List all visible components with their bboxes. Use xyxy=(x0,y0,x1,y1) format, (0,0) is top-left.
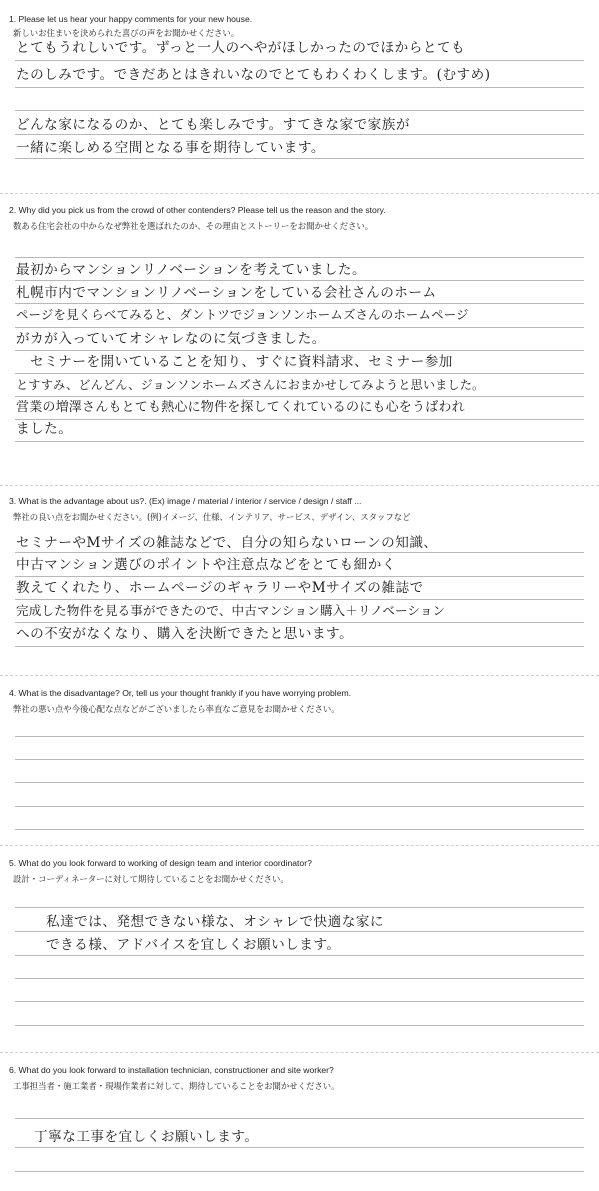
answer-6-line-1: 丁寧な工事を宜しくお願いします。 xyxy=(34,1129,259,1145)
answer-line xyxy=(15,782,584,783)
answer-line xyxy=(15,1171,584,1172)
question-5-japanese: 設計・コーディネーターに対して期待していることをお聞かせください。 xyxy=(13,874,289,884)
answer-line xyxy=(15,736,584,737)
answer-line xyxy=(15,955,584,956)
answer-1-line-5: 一緒に楽しめる空間となる事を期待しています。 xyxy=(16,140,325,156)
answer-2-line-8: ました。 xyxy=(16,421,73,437)
answer-2-line-5: セミナーを開いていることを知り、すぐに資料請求、セミナー参加 xyxy=(16,354,453,370)
question-2-japanese: 数ある住宅会社の中からなぜ弊社を選ばれたのか、その理由とストーリーをお聞かせください。 xyxy=(13,221,374,231)
answer-line xyxy=(15,280,584,281)
answer-line xyxy=(15,158,584,159)
answer-2-line-7: 営業の増澤さんもとても熱心に物件を探してくれているのにも心をうばわれ xyxy=(16,400,465,415)
answer-line xyxy=(15,1118,584,1119)
answer-line xyxy=(15,806,584,807)
answer-line xyxy=(15,759,584,760)
answer-line xyxy=(15,303,584,304)
section-divider xyxy=(0,193,599,194)
answer-2-line-1: 最初からマンションリノベーションを考えていました。 xyxy=(16,262,367,278)
answer-line xyxy=(15,134,584,135)
question-1-english: 1. Please let us hear your happy comments for your new house. xyxy=(9,14,253,24)
question-1-japanese: 新しいお住まいを決められた喜びの声をお聞かせください。 xyxy=(13,28,240,38)
answer-1-line-4: どんな家になるのか、とても楽しみです。すてきな家で家族が xyxy=(16,117,410,133)
answer-line xyxy=(15,1001,584,1002)
answer-2-line-3: ページを見くらべてみると、ダントツでジョンソンホームズさんのホームページ xyxy=(16,307,469,322)
answer-line xyxy=(15,1147,584,1148)
answer-2-line-4: がカが入っていてオシャレなのに気づきました。 xyxy=(16,331,326,347)
section-divider xyxy=(0,675,599,676)
answer-line xyxy=(15,552,584,553)
answer-1-line-2: たのしみです。できだあとはきれいなのでとてもわくわくします。(むすめ) xyxy=(16,67,491,83)
answer-2-line-2: 札幌市内でマンションリノベーションをしている会社さんのホーム xyxy=(16,285,437,301)
answer-line xyxy=(15,87,584,88)
question-4-japanese: 弊社の悪い点や今後心配な点などがございましたら率直なご意見をお聞かせください。 xyxy=(13,704,340,714)
answer-line xyxy=(15,373,584,374)
answer-line xyxy=(15,646,584,647)
answer-line xyxy=(15,419,584,420)
answer-line xyxy=(15,576,584,577)
answer-line xyxy=(15,978,584,979)
question-5-english: 5. What do you look forward to working of design team and interior coordinator? xyxy=(9,858,312,868)
section-divider xyxy=(0,485,599,486)
answer-line xyxy=(15,396,584,397)
answer-line xyxy=(15,622,584,623)
answer-3-line-3: 教えてくれたり、ホームページのギャラリーやMサイズの雑誌で xyxy=(16,580,424,596)
section-divider xyxy=(0,845,599,846)
question-2-english: 2. Why did you pick us from the crowd of other contenders? Please tell us the reason and the story. xyxy=(9,205,386,215)
question-4-english: 4. What is the disadvantage? Or, tell us your thought frankly if you have worrying problem. xyxy=(9,688,352,698)
answer-line xyxy=(15,829,584,830)
answer-5-line-2: できる様、アドバイスを宜しくお願いします。 xyxy=(46,937,341,953)
answer-line xyxy=(15,350,584,351)
answer-line xyxy=(15,257,584,258)
answer-3-line-1: セミナーやMサイズの雑誌などで、自分の知らないローンの知識、 xyxy=(16,535,438,551)
answer-3-line-4: 完成した物件を見る事ができたので、中古マンション購入＋リノベーション xyxy=(16,603,446,618)
answer-3-line-5: への不安がなくなり、購入を決断できたと思います。 xyxy=(16,626,354,642)
answer-line xyxy=(15,110,584,111)
answer-line xyxy=(15,599,584,600)
answer-3-line-2: 中古マンション選びのポイントや注意点などをとても細かく xyxy=(16,557,396,573)
answer-2-line-6: とすすみ、どんどん、ジョンソンホームズさんにおまかせしてみようと思いました。 xyxy=(16,378,485,392)
answer-line xyxy=(15,1025,584,1026)
answer-line xyxy=(15,441,584,442)
question-3-japanese: 弊社の良い点をお聞かせください。(例)イメージ、仕様、インテリア、サービス、デザイン、スタッフなど xyxy=(13,512,411,522)
question-6-english: 6. What do you look forward to installation technician, constructioner and site worker? xyxy=(9,1065,334,1075)
answer-line xyxy=(15,931,584,932)
answer-1-line-1: とてもうれしいです。ずっと一人のへやがほしかったのでほからとても xyxy=(16,40,466,56)
answer-line xyxy=(15,327,584,328)
section-divider xyxy=(0,1052,599,1053)
question-6-japanese: 工事担当者・施工業者・現場作業者に対して、期待していることをお聞かせください。 xyxy=(13,1081,340,1091)
answer-line xyxy=(15,907,584,908)
answer-5-line-1: 私達では、発想できない様な、オシャレで快適な家に xyxy=(46,914,384,930)
answer-line xyxy=(15,60,584,61)
question-3-english: 3. What is the advantage about us?. (Ex) image / material / interior / service / design / staff ... xyxy=(9,496,362,506)
